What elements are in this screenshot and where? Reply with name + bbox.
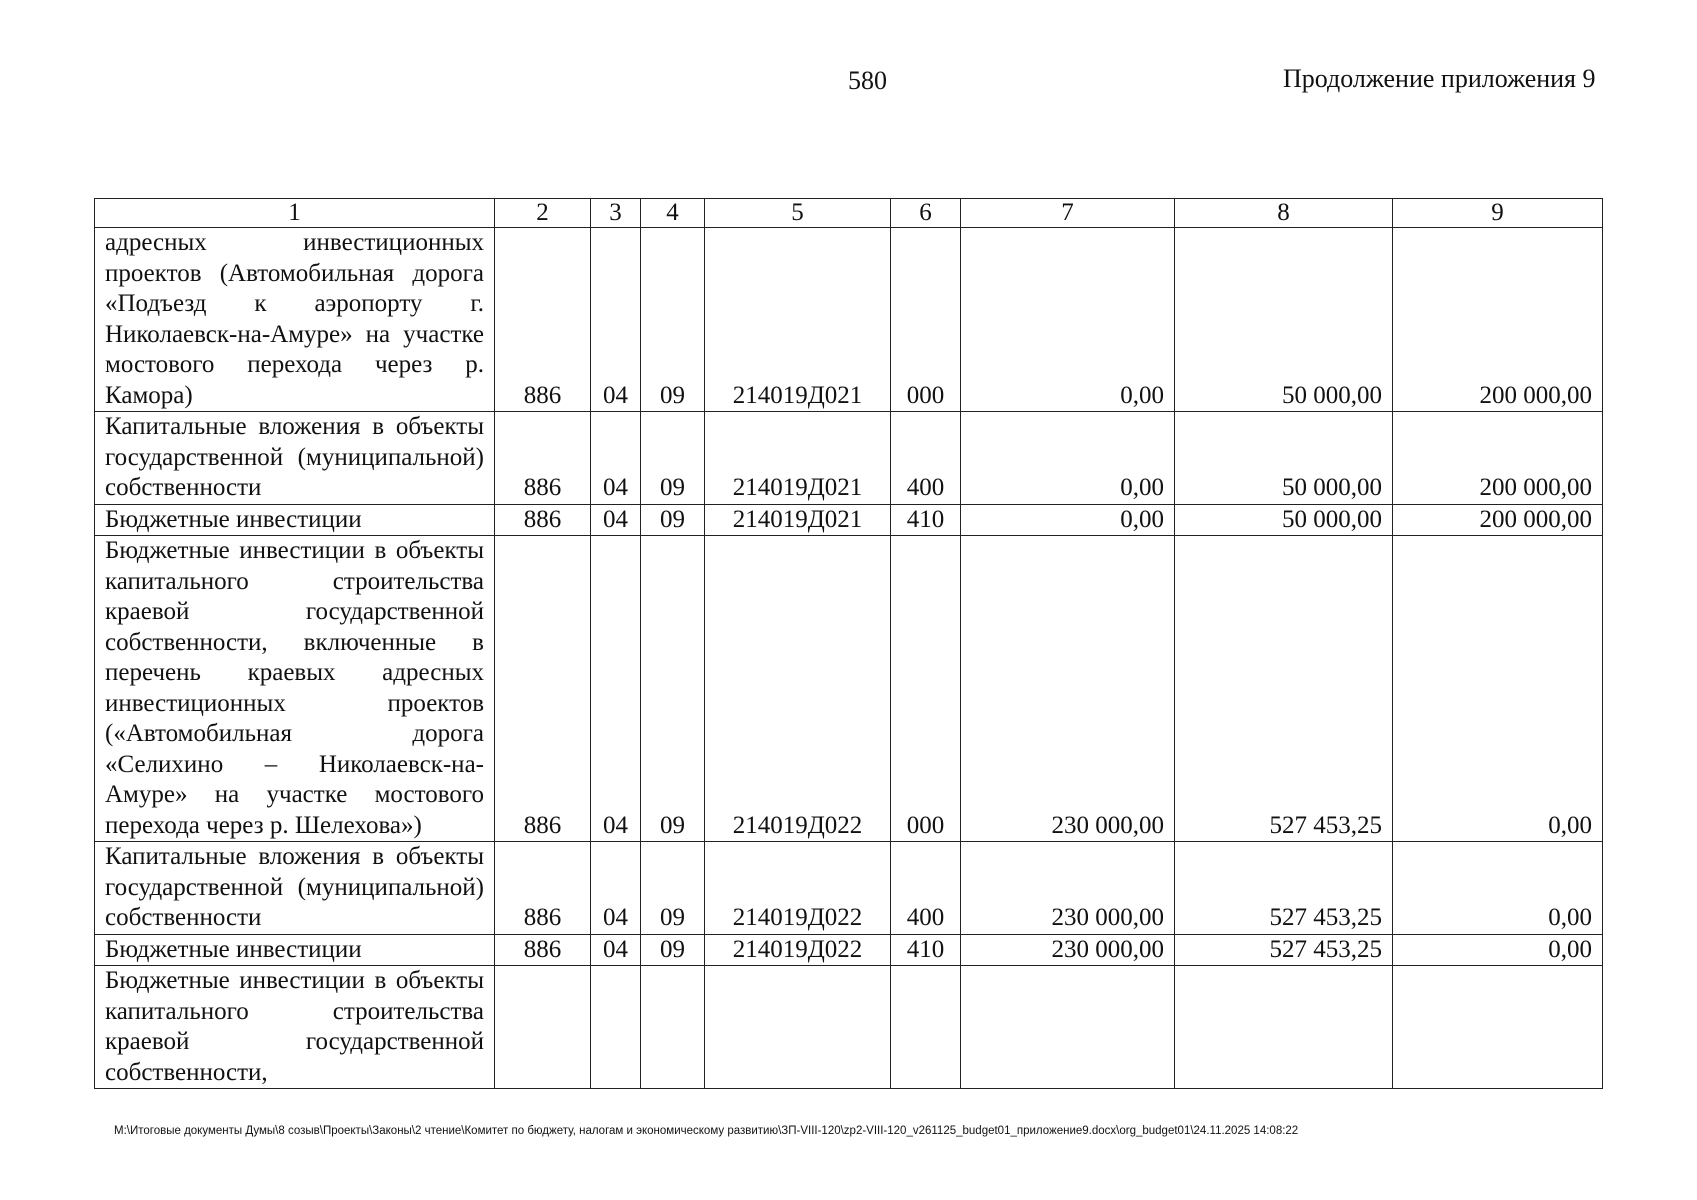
grbs-code: 886: [495, 504, 591, 536]
row-name: Капитальные вложения в объекты государственной (муниципальной) собственности: [95, 412, 495, 505]
row-name: Бюджетные инвестиции: [95, 504, 495, 536]
section-code: 04: [591, 934, 641, 966]
row-name: адресных инвестиционных проектов (Автомобильная дорога «Подъезд к аэропорту г. Николаевск-на-Амуре» на участке мостового перехода через р. Камора): [95, 228, 495, 412]
table-row: [95, 842, 1603, 935]
subsection-code: 09: [641, 228, 705, 412]
document-path-footer: M:\Итоговые документы Думы\8 созыв\Проекты\Законы\2 чтение\Комитет по бюджету, налогам и экономическому развитию\ЗП-VIII-120\zp2-VIII-120_v261125_budget01_приложение9.docx\org_budget01\24.11.2025 14:08:22: [114, 1125, 1299, 1137]
section-code: 04: [591, 504, 641, 536]
section-code: [591, 966, 641, 1089]
section-code: 04: [591, 842, 641, 935]
column-header: 8: [1175, 199, 1393, 228]
column-header: 3: [591, 199, 641, 228]
column-header: 1: [95, 199, 495, 228]
column-number-row: [95, 199, 1603, 228]
subsection-code: 09: [641, 934, 705, 966]
column-header: 6: [891, 199, 961, 228]
amount-column-9: 0,00: [1393, 934, 1603, 966]
page-number: 580: [848, 66, 887, 95]
amount-column-8: 527 453,25: [1175, 842, 1393, 935]
row-name: Капитальные вложения в объекты государственной (муниципальной) собственности: [95, 842, 495, 935]
expense-type-code: 410: [891, 504, 961, 536]
target-article-code: 214019Д021: [705, 412, 891, 505]
target-article-code: 214019Д022: [705, 536, 891, 842]
row-name: Бюджетные инвестиции в объекты капитального строительства краевой государственной собственности, включенные в перечень краевых адресных инвестиционных проектов («Автомобильная дорога «Селихино – Николаевск-на-Амуре» на участке мостового перехода через р. Шелехова»): [95, 536, 495, 842]
expense-type-code: [891, 966, 961, 1089]
section-code: 04: [591, 228, 641, 412]
amount-column-7: 230 000,00: [961, 536, 1175, 842]
table-row: [95, 966, 1603, 1089]
amount-column-7: 230 000,00: [961, 842, 1175, 935]
amount-column-9: 0,00: [1393, 536, 1603, 842]
amount-column-8: 527 453,25: [1175, 536, 1393, 842]
row-name: Бюджетные инвестиции: [95, 934, 495, 966]
grbs-code: 886: [495, 412, 591, 505]
amount-column-9: 200 000,00: [1393, 412, 1603, 505]
amount-column-9: 200 000,00: [1393, 504, 1603, 536]
table-row: [95, 228, 1603, 412]
amount-column-7: 0,00: [961, 504, 1175, 536]
subsection-code: 09: [641, 536, 705, 842]
column-header: 7: [961, 199, 1175, 228]
table-row: [95, 934, 1603, 966]
row-name: Бюджетные инвестиции в объекты капитального строительства краевой государственной собственности,: [95, 966, 495, 1089]
subsection-code: [641, 966, 705, 1089]
grbs-code: 886: [495, 228, 591, 412]
appendix-continuation-title: Продолжение приложения 9: [1283, 64, 1596, 93]
expense-type-code: 400: [891, 842, 961, 935]
target-article-code: 214019Д022: [705, 842, 891, 935]
grbs-code: 886: [495, 536, 591, 842]
amount-column-8: 50 000,00: [1175, 412, 1393, 505]
amount-column-8: 527 453,25: [1175, 934, 1393, 966]
amount-column-7: [961, 966, 1175, 1089]
expense-type-code: 410: [891, 934, 961, 966]
grbs-code: [495, 966, 591, 1089]
target-article-code: [705, 966, 891, 1089]
amount-column-8: [1175, 966, 1393, 1089]
section-code: 04: [591, 412, 641, 505]
expense-type-code: 000: [891, 536, 961, 842]
amount-column-7: 0,00: [961, 412, 1175, 505]
amount-column-9: 200 000,00: [1393, 228, 1603, 412]
table-row: [95, 412, 1603, 505]
column-header: 9: [1393, 199, 1603, 228]
grbs-code: 886: [495, 934, 591, 966]
expense-type-code: 000: [891, 228, 961, 412]
amount-column-9: 0,00: [1393, 842, 1603, 935]
amount-column-7: 0,00: [961, 228, 1175, 412]
amount-column-8: 50 000,00: [1175, 228, 1393, 412]
section-code: 04: [591, 536, 641, 842]
table-row: [95, 504, 1603, 536]
amount-column-7: 230 000,00: [961, 934, 1175, 966]
budget-table: [94, 198, 1603, 1089]
amount-column-8: 50 000,00: [1175, 504, 1393, 536]
grbs-code: 886: [495, 842, 591, 935]
subsection-code: 09: [641, 842, 705, 935]
target-article-code: 214019Д021: [705, 504, 891, 536]
column-header: 2: [495, 199, 591, 228]
expense-type-code: 400: [891, 412, 961, 505]
column-header: 4: [641, 199, 705, 228]
subsection-code: 09: [641, 412, 705, 505]
amount-column-9: [1393, 966, 1603, 1089]
table-row: [95, 536, 1603, 842]
subsection-code: 09: [641, 504, 705, 536]
column-header: 5: [705, 199, 891, 228]
target-article-code: 214019Д022: [705, 934, 891, 966]
target-article-code: 214019Д021: [705, 228, 891, 412]
